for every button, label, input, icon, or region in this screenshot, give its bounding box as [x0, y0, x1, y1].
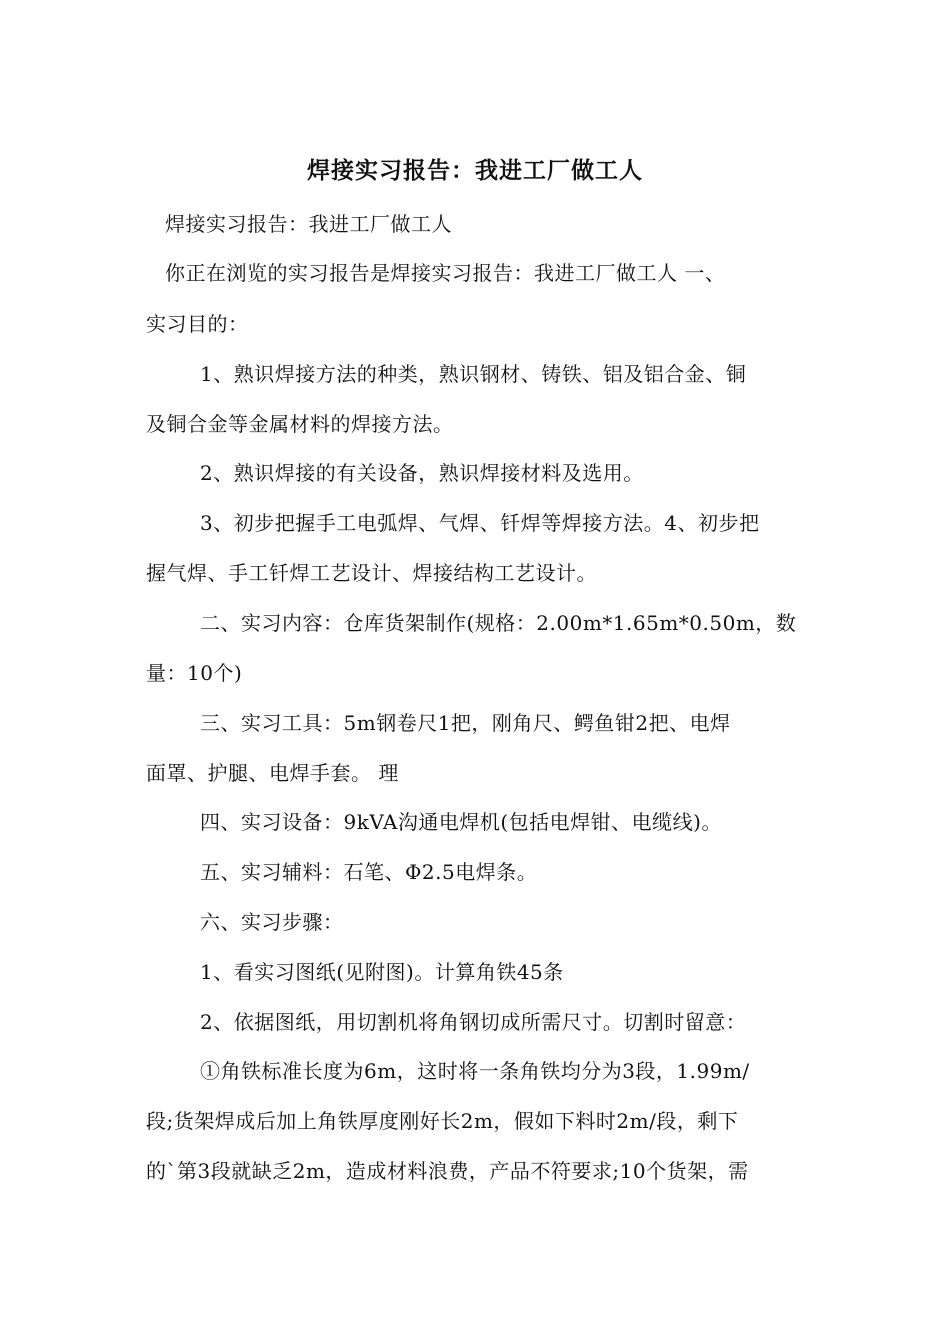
paragraph-line: 二、实习内容：仓库货架制作(规格：2.00m*1.65m*0.50m，数: [200, 611, 797, 635]
subtitle-line: 焊接实习报告：我进工厂做工人: [165, 212, 452, 236]
paragraph-line: 量：10个): [146, 661, 243, 685]
paragraph-line: 的`第3段就缺乏2m，造成材料浪费，产品不符要求;10个货架，需: [146, 1159, 749, 1183]
paragraph-line: 3、初步把握手工电弧焊、气焊、钎焊等焊接方法。4、初步把: [200, 511, 760, 535]
paragraph-line: 段;货架焊成后加上角铁厚度刚好长2m，假如下料时2m/段，剩下: [146, 1109, 739, 1133]
paragraph-line: 面罩、护腿、电焊手套。 理: [146, 761, 399, 785]
paragraph-line: 及铜合金等金属材料的焊接方法。: [146, 412, 454, 436]
paragraph-line: 你正在浏览的实习报告是焊接实习报告：我进工厂做工人 一、: [165, 261, 726, 285]
paragraph-line: 实习目的：: [146, 312, 249, 336]
paragraph-line: 六、实习步骤：: [200, 910, 344, 934]
paragraph-line: 2、熟识焊接的有关设备，熟识焊接材料及选用。: [200, 461, 644, 485]
paragraph-line: 五、实习辅料：石笔、Φ2.5电焊条。: [200, 860, 538, 884]
paragraph-line: 1、熟识焊接方法的种类，熟识钢材、铸铁、铝及铝合金、铜: [200, 362, 747, 386]
document-title: 焊接实习报告：我进工厂做工人: [307, 157, 643, 184]
paragraph-line: ①角铁标准长度为6m，这时将一条角铁均分为3段，1.99m/: [200, 1059, 750, 1083]
paragraph-line: 1、看实习图纸(见附图)。计算角铁45条: [200, 960, 564, 984]
paragraph-line: 握气焊、手工钎焊工艺设计、焊接结构工艺设计。: [146, 561, 597, 585]
paragraph-line: 2、依据图纸，用切割机将角钢切成所需尺寸。切割时留意：: [200, 1010, 747, 1034]
paragraph-line: 三、实习工具：5m钢卷尺1把，刚角尺、鳄鱼钳2把、电焊: [200, 711, 731, 735]
paragraph-line: 四、实习设备：9kVA沟通电焊机(包括电焊钳、电缆线)。: [200, 810, 722, 834]
